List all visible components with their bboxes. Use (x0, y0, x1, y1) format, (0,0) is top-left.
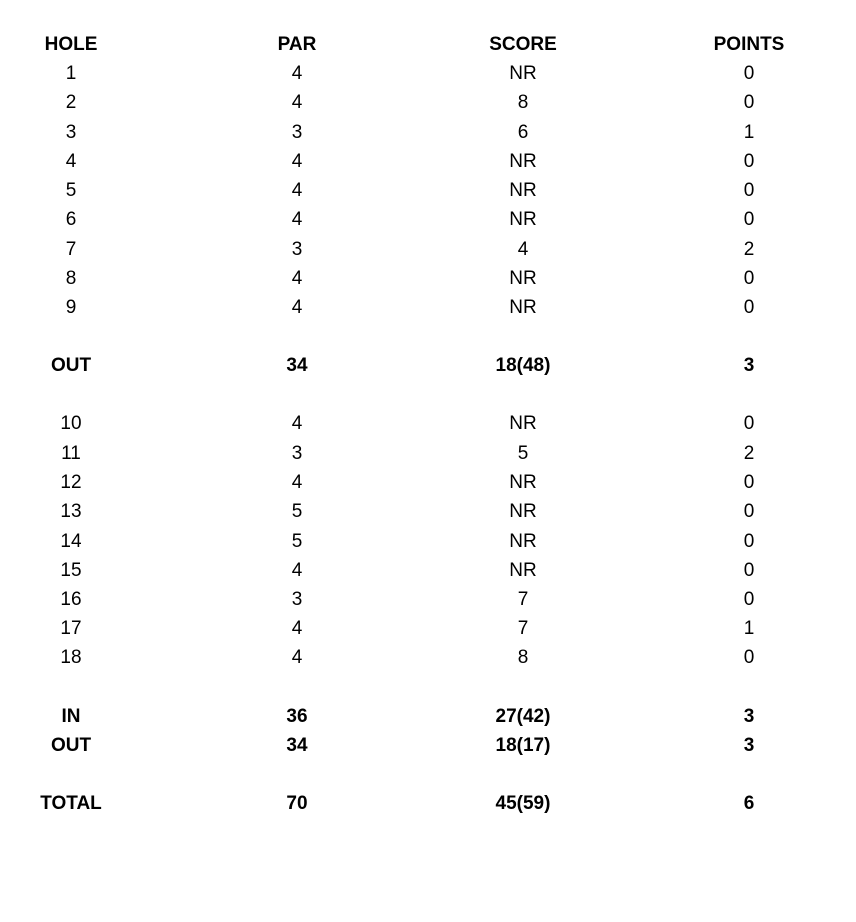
subtotal-score: 18(17) (495, 735, 551, 756)
hole-points: 0 (743, 209, 755, 230)
hole-score: 8 (517, 92, 529, 113)
hole-number: 15 (60, 560, 82, 581)
subtotal-par: 34 (286, 735, 308, 756)
hole-par: 4 (291, 151, 303, 172)
hole-par: 4 (291, 63, 303, 84)
hole-score: NR (509, 268, 537, 289)
hole-par: 4 (291, 268, 303, 289)
hole-points: 0 (743, 472, 755, 493)
subtotal-label: IN (61, 706, 81, 727)
hole-score: 5 (517, 443, 529, 464)
hole-number: 14 (60, 531, 82, 552)
subtotal-label: OUT (50, 735, 92, 756)
hole-number: 9 (65, 297, 77, 318)
hole-points: 0 (743, 92, 755, 113)
in-subtotal-row (0, 704, 856, 730)
hole-par: 4 (291, 180, 303, 201)
hole-number: 12 (60, 472, 82, 493)
hole-points: 0 (743, 297, 755, 318)
hole-score: 6 (517, 122, 529, 143)
hole-par: 4 (291, 472, 303, 493)
hole-points: 0 (743, 63, 755, 84)
hole-points: 0 (743, 531, 755, 552)
hole-number: 8 (65, 268, 77, 289)
hole-par: 4 (291, 560, 303, 581)
hole-number: 18 (60, 647, 82, 668)
total-row (0, 791, 856, 817)
out-subtotal-row (0, 353, 856, 379)
subtotal-score: 27(42) (495, 706, 551, 727)
hole-row (0, 529, 856, 555)
hole-row (0, 616, 856, 642)
hole-par: 4 (291, 297, 303, 318)
subtotal-points: 3 (743, 735, 755, 756)
hole-score: NR (509, 209, 537, 230)
hole-number: 1 (65, 63, 77, 84)
hole-points: 0 (743, 501, 755, 522)
hole-score: NR (509, 413, 537, 434)
subtotal-points: 3 (743, 355, 755, 376)
hole-points: 2 (743, 443, 755, 464)
hole-row (0, 207, 856, 233)
hole-row (0, 295, 856, 321)
hole-number: 13 (60, 501, 82, 522)
score-column-header: SCORE (489, 34, 557, 55)
hole-row (0, 90, 856, 116)
hole-score: NR (509, 560, 537, 581)
subtotal-par: 34 (286, 355, 308, 376)
out-summary-row (0, 733, 856, 759)
total-label: TOTAL (40, 793, 102, 814)
hole-score: NR (509, 151, 537, 172)
hole-par: 3 (291, 443, 303, 464)
hole-points: 1 (743, 618, 755, 639)
subtotal-points: 3 (743, 706, 755, 727)
hole-number: 4 (65, 151, 77, 172)
hole-points: 0 (743, 413, 755, 434)
hole-number: 3 (65, 122, 77, 143)
hole-number: 10 (60, 413, 82, 434)
hole-points: 0 (743, 647, 755, 668)
hole-row (0, 645, 856, 671)
hole-number: 5 (65, 180, 77, 201)
hole-par: 5 (291, 501, 303, 522)
hole-score: NR (509, 531, 537, 552)
hole-number: 17 (60, 618, 82, 639)
hole-points: 0 (743, 180, 755, 201)
total-score: 45(59) (495, 793, 551, 814)
hole-par: 3 (291, 122, 303, 143)
total-points: 6 (743, 793, 755, 814)
header-row (0, 32, 856, 58)
hole-number: 16 (60, 589, 82, 610)
hole-row (0, 499, 856, 525)
subtotal-score: 18(48) (495, 355, 551, 376)
hole-number: 11 (61, 443, 81, 464)
hole-par: 4 (291, 413, 303, 434)
hole-row (0, 178, 856, 204)
hole-par: 4 (291, 618, 303, 639)
par-column-header: PAR (277, 34, 317, 55)
hole-column-header: HOLE (44, 34, 98, 55)
hole-par: 3 (291, 239, 303, 260)
hole-par: 5 (291, 531, 303, 552)
hole-row (0, 411, 856, 437)
hole-number: 6 (65, 209, 77, 230)
hole-row (0, 470, 856, 496)
hole-row (0, 558, 856, 584)
hole-row (0, 61, 856, 87)
hole-par: 4 (291, 647, 303, 668)
hole-points: 1 (743, 122, 755, 143)
points-column-header: POINTS (713, 34, 785, 55)
hole-row (0, 120, 856, 146)
hole-number: 2 (65, 92, 77, 113)
hole-points: 0 (743, 268, 755, 289)
total-par: 70 (286, 793, 308, 814)
hole-row (0, 587, 856, 613)
subtotal-par: 36 (286, 706, 308, 727)
hole-points: 0 (743, 589, 755, 610)
hole-score: NR (509, 63, 537, 84)
hole-points: 0 (743, 151, 755, 172)
hole-row (0, 149, 856, 175)
hole-score: NR (509, 472, 537, 493)
hole-score: NR (509, 180, 537, 201)
hole-row (0, 266, 856, 292)
hole-score: NR (509, 297, 537, 318)
hole-score: 7 (517, 589, 529, 610)
hole-score: 4 (517, 239, 529, 260)
hole-number: 7 (65, 239, 77, 260)
hole-score: 7 (517, 618, 529, 639)
hole-points: 0 (743, 560, 755, 581)
hole-par: 3 (291, 589, 303, 610)
hole-points: 2 (743, 239, 755, 260)
hole-row (0, 237, 856, 263)
hole-score: 8 (517, 647, 529, 668)
hole-row (0, 441, 856, 467)
hole-par: 4 (291, 92, 303, 113)
subtotal-label: OUT (50, 355, 92, 376)
hole-score: NR (509, 501, 537, 522)
hole-par: 4 (291, 209, 303, 230)
